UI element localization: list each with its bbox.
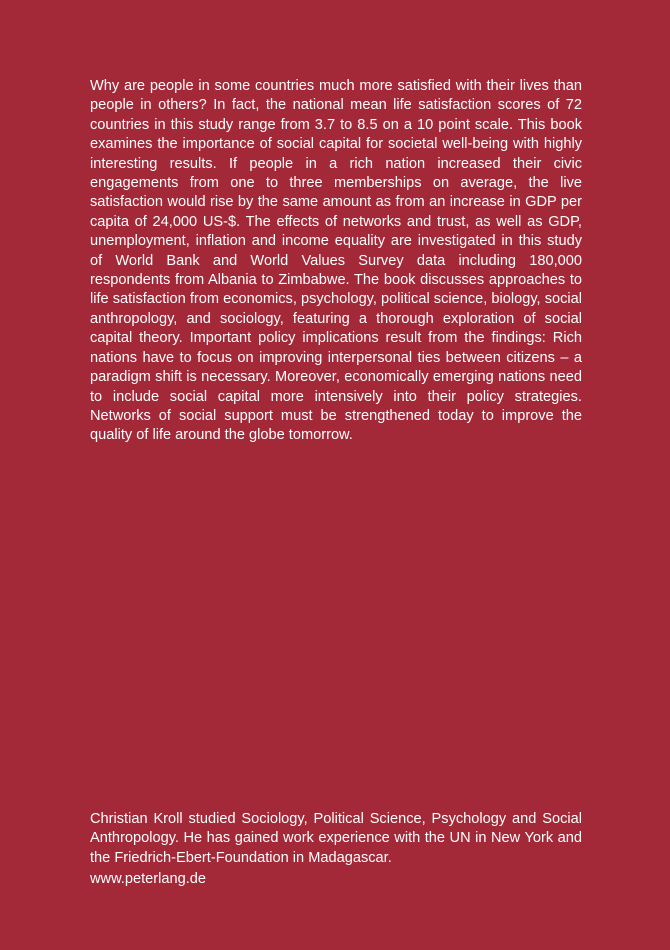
author-bio: Christian Kroll studied Sociology, Political Science, Psychology and Social Anthropology. He has gained work experience with the UN in New York and the Friedrich-Ebert-Foundation in Madagascar. (90, 811, 582, 866)
book-description: Why are people in some countries much more satisfied with their lives than people in others? In fact, the national mean life satisfaction scores of 72 countries in this study range from 3.7 to 8.5 on a 10 point scale. This book examines the importance of social capital for societal well-being with highly interesting results. If people in a rich nation increased their civic engagements from one to three memberships on average, the live satisfaction would rise by the same amount as from an increase in GDP per capita of 24,000 US-$. The effects of networks and trust, as well as GDP, unemployment, inflation and income equality are investigated in this study of World Bank and World Values Survey data including 180,000 respondents from Albania to Zimbabwe. The book discusses approaches to life satisfaction from economics, psychology, political science, biology, social anthropology, and sociology, featuring a thorough exploration of social capital theory. Important policy implications result from the findings: Rich nations have to focus on improving interpersonal ties between citizens – a paradigm shift is necessary. Moreover, economically emerging nations need to include social capital more intensively into their policy strategies. Networks of social support must be strengthened today to improve the quality of life around the globe tomorrow. (90, 78, 582, 444)
publisher-url: www.peterlang.de (90, 871, 207, 887)
